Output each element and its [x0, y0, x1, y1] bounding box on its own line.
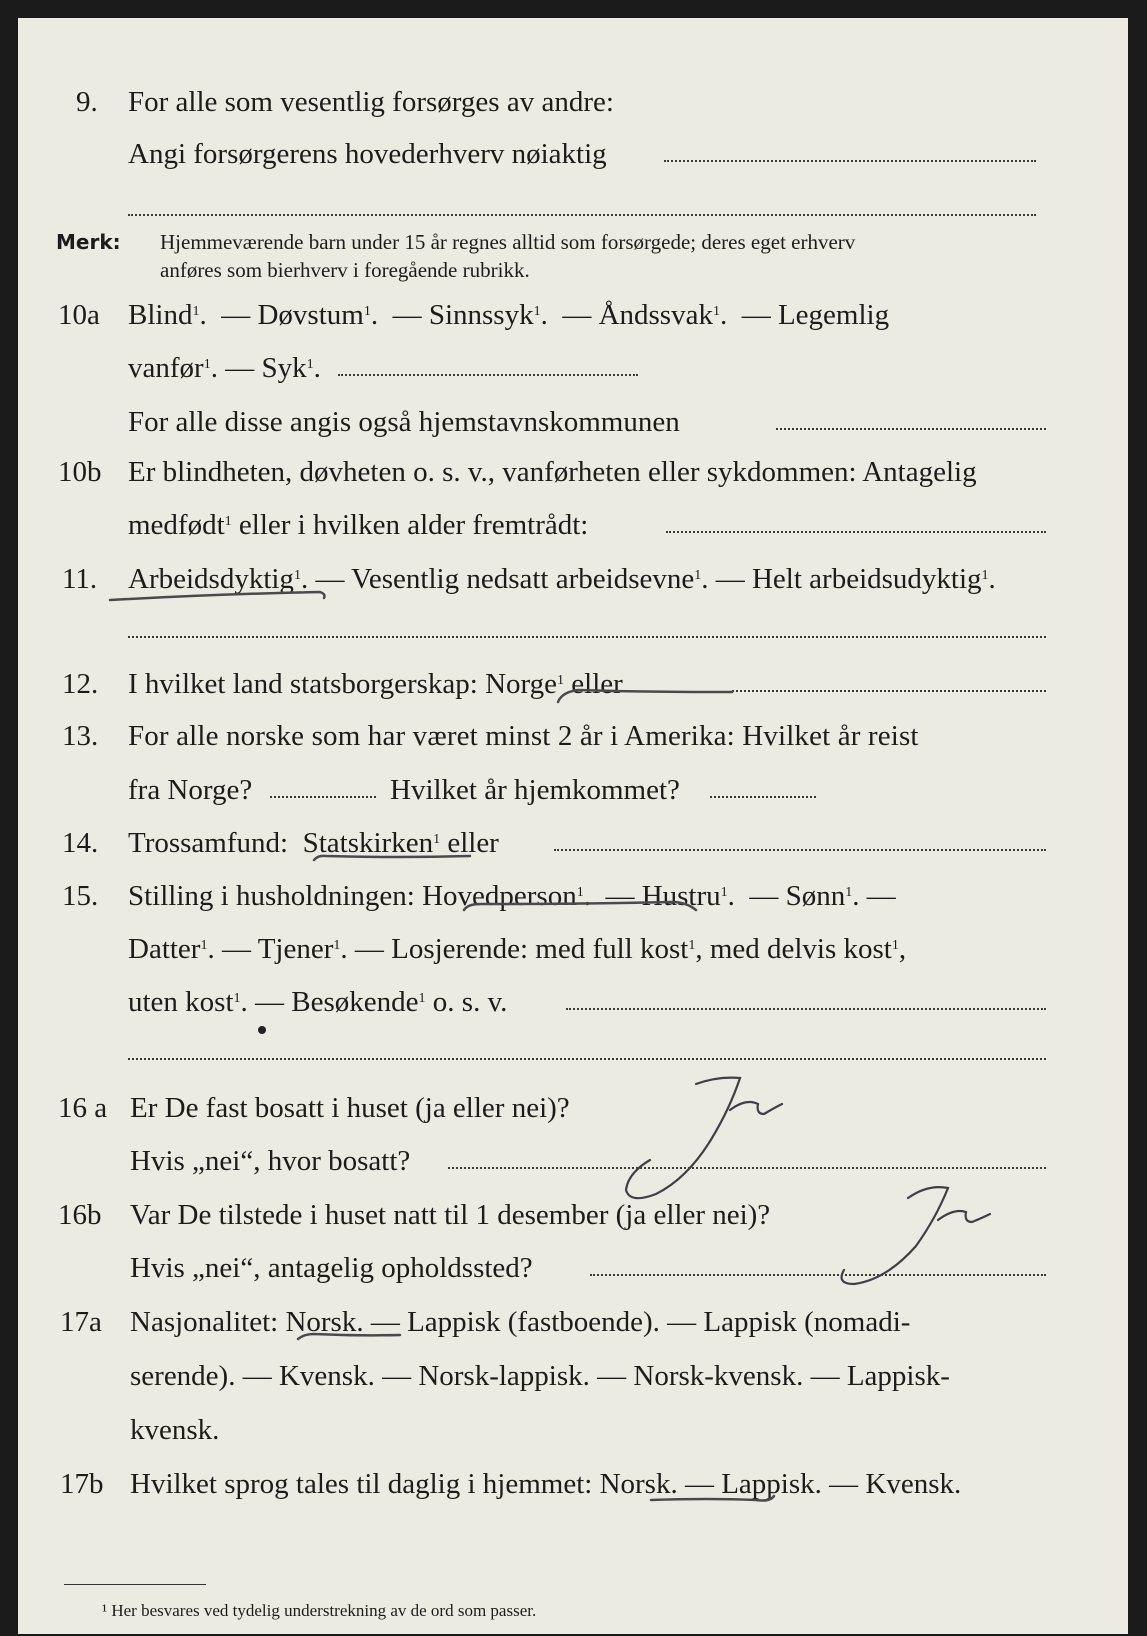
q16b-line1: Var De tilstede i huset natt til 1 desember (ja eller nei)? [130, 1199, 771, 1231]
opt-norge[interactable]: Norge [485, 668, 558, 700]
opt-datter[interactable]: Datter [128, 933, 201, 965]
q15-number: 15. [62, 880, 99, 912]
q14-answer-line[interactable] [554, 849, 1046, 851]
footnote-mark: 1 [576, 885, 584, 900]
merk-line1: Hjemmeværende barn under 15 år regnes alltid som forsørgede; deres eget erhverv [160, 230, 856, 254]
footnote-mark: 1 [418, 991, 426, 1006]
q12-eller: eller [571, 668, 623, 700]
q15-row2: Datter$^1$. — Tjener$^1$. — Losjerende: med full kost$^1$, med delvis kost$^1$, [128, 933, 907, 965]
opt-dovstum[interactable]: — Døvstum [221, 299, 364, 331]
footnote-mark: 1 [306, 357, 314, 372]
opt-besokende[interactable]: — Besøkende [255, 986, 419, 1018]
footnote-mark: 1 [203, 357, 211, 372]
q9-line2: Angi forsørgerens hovederhverv nøiaktig [128, 138, 607, 170]
q13-year-left-line[interactable] [270, 796, 376, 798]
ink-dot [258, 1026, 266, 1034]
merk-label: Merk: [56, 230, 121, 254]
q17a-label: Nasjonalitet: [130, 1306, 279, 1338]
q10a-answer-line[interactable] [338, 374, 638, 376]
q14-text: Trossamfund: [128, 827, 289, 859]
q10b-number: 10b [58, 456, 102, 488]
opt-full-kost[interactable]: — Losjerende: med full kost [354, 933, 689, 965]
q9-number: 9. [76, 86, 98, 118]
ja-mark-16a-a [730, 1102, 782, 1114]
q12-number: 12. [62, 668, 99, 700]
q10b-answer-line[interactable] [666, 531, 1046, 533]
opt-uten-kost[interactable]: uten kost [128, 986, 234, 1018]
opt-arbeidsdyktig[interactable]: Arbeidsdyktig [128, 563, 294, 595]
q10b-line1: Er blindheten, døvheten o. s. v., vanførheten eller sykdommen: Antagelig [128, 456, 977, 488]
merk-line2: anføres som bierhverv i foregående rubrikk. [160, 258, 530, 282]
footnote-mark: 1 [712, 304, 720, 319]
q13-line2a: fra Norge? [128, 774, 253, 806]
q11-options: Arbeidsdyktig$^1$. — Vesentlig nedsatt arbeidsevne$^1$. — Helt arbeidsudyktig$^1$. [128, 563, 996, 595]
q17a-number: 17a [60, 1306, 102, 1338]
q10a-hometown-line[interactable] [776, 428, 1046, 430]
q17b-rest: — Lappisk. — Kvensk. [684, 1468, 962, 1500]
footnote-mark: 1 [720, 885, 728, 900]
q15-row3: uten kost$^1$. — Besøkende$^1$ o. s. v. [128, 986, 508, 1018]
opt-norsk-nasjonalitet[interactable]: Norsk. [285, 1306, 364, 1338]
census-form-page [18, 18, 1128, 1634]
q13-year-return-line[interactable] [710, 796, 816, 798]
footnote-mark: 1 [293, 568, 301, 583]
opt-blind[interactable]: Blind [128, 299, 193, 331]
q11-number: 11. [62, 563, 98, 595]
q16b-answer-line[interactable] [590, 1274, 1046, 1276]
q13-number: 13. [62, 720, 99, 752]
opt-sonn[interactable]: — Sønn [749, 880, 846, 912]
footnote-mark: 1 [688, 938, 696, 953]
q15-dash: — [866, 880, 896, 912]
q16a-number: 16 a [58, 1092, 108, 1124]
footnote-mark: 1 [363, 304, 371, 319]
ja-mark-16b [842, 1187, 948, 1284]
footnote-mark: 1 [200, 938, 208, 953]
q13-line2b: Hvilket år hjemkommet? [390, 774, 680, 806]
q12-line [128, 670, 623, 699]
q15-osv: o. s. v. [432, 986, 508, 1018]
q10a-line3: For alle disse angis også hjemstavnskommunen [128, 406, 680, 438]
q10b-line2b: eller i hvilken alder fremtrådt: [238, 509, 589, 541]
q15-answer-line-2[interactable] [128, 1058, 1046, 1060]
q17a-line1 [130, 1308, 910, 1337]
opt-statskirken[interactable]: Statskirken [302, 827, 434, 859]
opt-nedsatt[interactable]: — Vesentlig nedsatt arbeidsevne [315, 563, 695, 595]
opt-tjener[interactable]: — Tjener [221, 933, 334, 965]
q12-text: I hvilket land statsborgerskap: [128, 668, 478, 700]
q17b-label: Hvilket sprog tales til daglig i hjemmet: [130, 1468, 593, 1500]
opt-norsk-sprog[interactable]: Norsk. [599, 1468, 678, 1500]
q15-answer-line[interactable] [566, 1008, 1046, 1010]
ja-mark-16a [626, 1078, 740, 1199]
q12-answer-line[interactable] [732, 690, 1046, 692]
q14-line [128, 829, 499, 858]
footnote-mark: 1 [433, 832, 441, 847]
q17b-line [130, 1470, 961, 1499]
q10a-options-row2: vanfør$^1$. — Syk$^1$. [128, 352, 321, 384]
q9-answer-line-2[interactable] [128, 214, 1036, 216]
opt-medfodt[interactable]: medfødt [128, 509, 225, 541]
q17a-rest: — Lappisk (fastboende). — Lappisk (nomadi- [370, 1306, 911, 1338]
q16a-line1: Er De fast bosatt i huset (ja eller nei)? [130, 1092, 570, 1124]
footnote-mark: 1 [981, 568, 989, 583]
q16b-number: 16b [58, 1199, 102, 1231]
q16b-line2: Hvis „nei“, antagelig opholdssted? [130, 1252, 533, 1284]
footnote-mark: 1 [891, 938, 899, 953]
q15-row1: Stilling i husholdningen: Hovedperson$^1$. — Hustru$^1$. — Sønn$^1$. — [128, 880, 896, 912]
footnote-mark: 1 [845, 885, 853, 900]
q16a-answer-line[interactable] [448, 1167, 1046, 1169]
footnote-mark: 1 [694, 568, 702, 583]
footnote-mark: 1 [557, 673, 565, 688]
opt-udyktig[interactable]: — Helt arbeidsudyktig [715, 563, 982, 595]
q14-number: 14. [62, 827, 99, 859]
opt-vanfor[interactable]: vanfør [128, 352, 204, 384]
opt-legemlig[interactable]: — Legemlig [741, 299, 890, 331]
q11-answer-line[interactable] [128, 636, 1046, 638]
footnote-mark: 1 [233, 991, 241, 1006]
opt-hustru[interactable]: — Hustru [605, 880, 721, 912]
q10a-number: 10a [58, 299, 100, 331]
opt-sinnssyk[interactable]: — Sinnssyk [392, 299, 534, 331]
footnote-rule [64, 1584, 206, 1585]
footnote-mark: 1 [192, 304, 200, 319]
opt-hovedperson[interactable]: Hovedperson [422, 880, 577, 912]
footnote-mark: 1 [224, 514, 232, 529]
q15-label: Stilling i husholdningen: [128, 880, 415, 912]
q17a-line3: kvensk. [130, 1414, 220, 1446]
footnote-mark: 1 [333, 938, 341, 953]
q17a-line2: serende). — Kvensk. — Norsk-lappisk. — Norsk-kvensk. — Lappisk- [130, 1360, 950, 1392]
opt-delvis-kost[interactable]: , med delvis kost [695, 933, 892, 965]
q16a-line2: Hvis „nei“, hvor bosatt? [130, 1145, 411, 1177]
q9-line1: For alle som vesentlig forsørges av andre: [128, 86, 614, 118]
q14-eller: eller [447, 827, 499, 859]
footnote-mark: 1 [533, 304, 541, 319]
footnote-text: ¹ Her besvares ved tydelig understrekning av de ord som passer. [102, 1601, 537, 1620]
q10b-line2 [128, 511, 588, 540]
q13-line1: For alle norske som har været minst 2 år i Amerika: Hvilket år reist [128, 720, 919, 752]
q10a-options-row1: Blind$^1$. — Døvstum$^1$. — Sinnssyk$^1$. — Åndssvak$^1$. — Legemlig [128, 299, 890, 331]
opt-andssvak[interactable]: — Åndssvak [562, 299, 713, 331]
q17b-number: 17b [60, 1468, 104, 1500]
ja-mark-16b-a [938, 1211, 990, 1222]
opt-syk[interactable]: — Syk [225, 352, 307, 384]
q9-answer-line[interactable] [664, 160, 1036, 162]
